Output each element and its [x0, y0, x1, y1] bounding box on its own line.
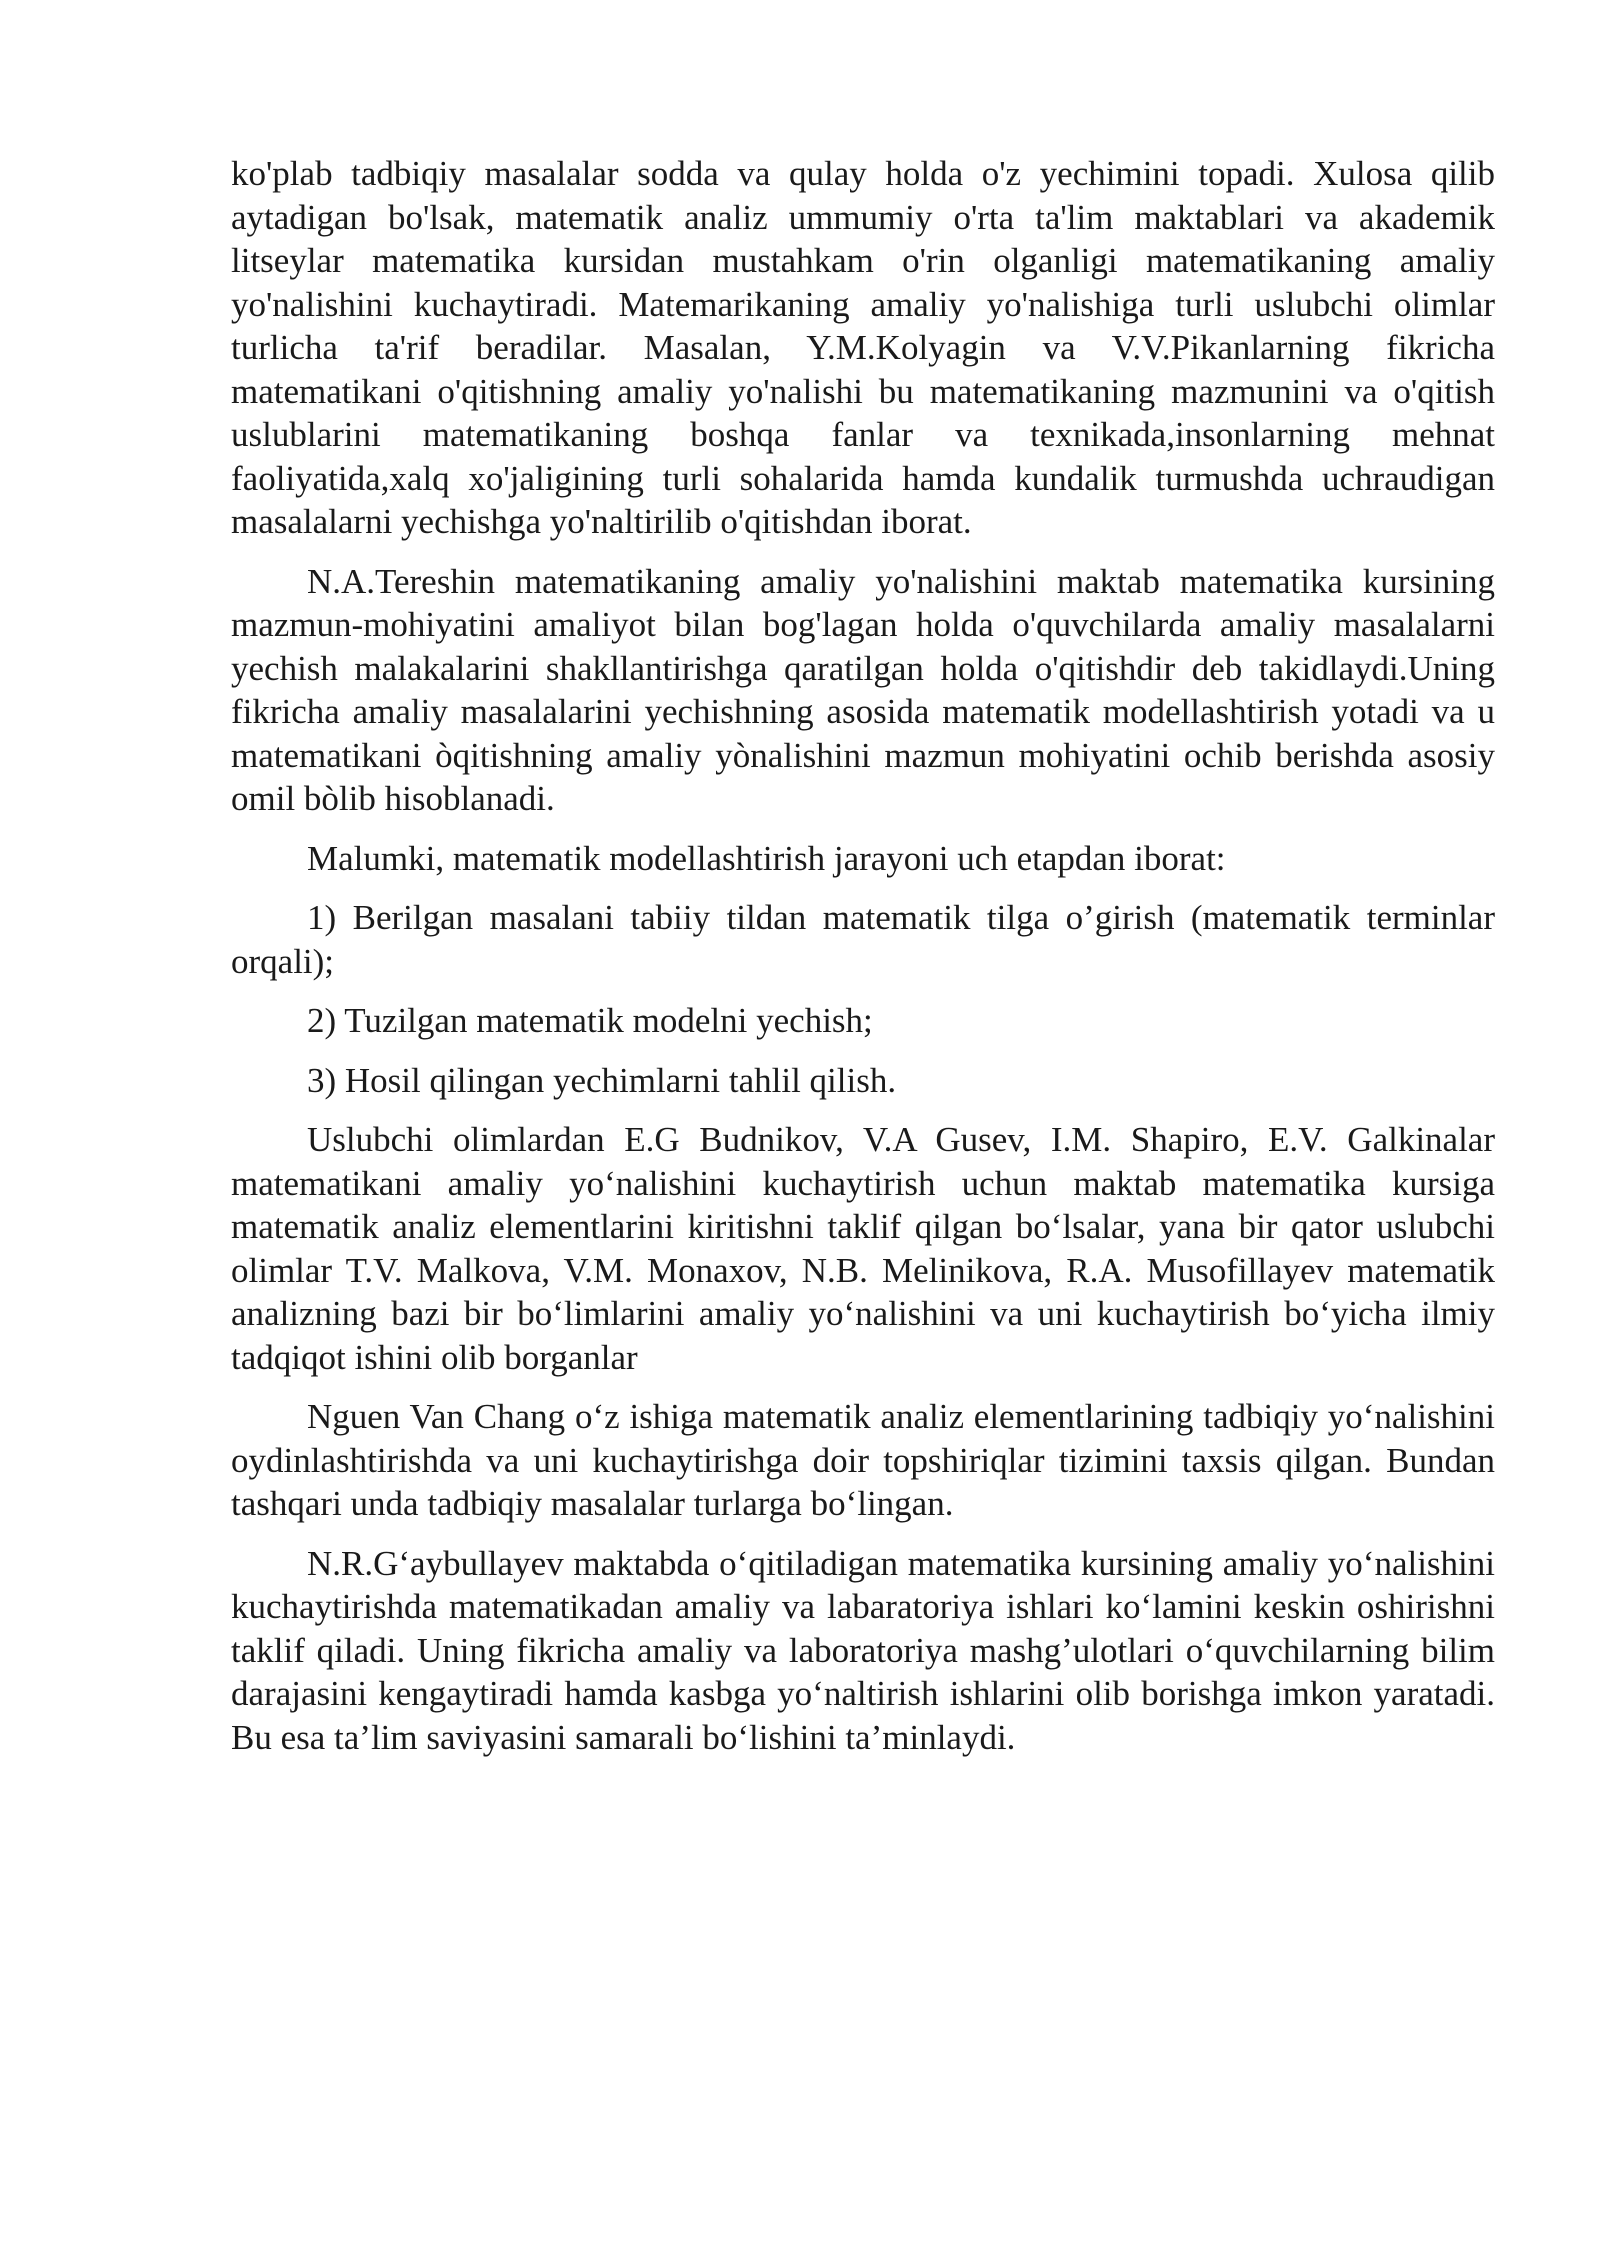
document-body [231, 152, 1495, 1775]
paragraph-2: N.A.Tereshin matematikaning amaliy yo'nalishini maktab matematika kursining mazmun-mohiyatini amaliyot bilan bog'lagan holda o'quvchilarda amaliy masalalarni yechish malakalarini shakllantirishga qaratilgan holda o'qitishdir deb takidlaydi.Uning fikricha amaliy masalalarini yechishning asosida matematik modellashtirish yotadi va u matematikani òqitishning amaliy yònalishini mazmun mohiyatini ochib berishda asosiy omil bòlib hisoblanadi. [231, 561, 1495, 818]
paragraph-5: Nguen Van Chang o‘z ishiga matematik analiz elementlarining tadbiqiy yo‘nalishini oydinlashtirishda va uni kuchaytirishga doir topshiriqlar tizimini taxsis qilgan. Bundan tashqari unda tadbiqiy masalalar turlarga bo‘lingan. [231, 1397, 1495, 1523]
paragraph-1: ko'plab tadbiqiy masalalar sodda va qulay holda o'z yechimini topadi. Xulosa qilib aytadigan bo'lsak, matematik analiz ummumiy o'rta ta'lim maktablari va akademik litseylar matematika kursidan mustahkam o'rin olganligi matematikaning amaliy yo'nalishini kuchaytiradi. Matemarikaning amaliy yo'nalishiga turli uslubchi olimlar turlicha ta'rif beradilar. Masalan, Y.M.Kolyagin va V.V.Pikanlarning fikricha matematikani o'qitishning amaliy yo'nalishi bu matematikaning mazmunini va o'qitish uslublarini matematikaning boshqa fanlar va texnikada,insonlarning mehnat faoliyatida,xalq xo'jaligining turli sohalarida hamda kundalik turmushda uchraudigan masalalarni yechishga yo'naltirilib o'qitishdan iborat. [231, 154, 1495, 541]
paragraph-6: N.R.G‘aybullayev maktabda o‘qitiladigan matematika kursining amaliy yo‘nalishini kuchaytirishda matematikadan amaliy va labaratoriya ishlari ko‘lamini keskin oshirishni taklif qiladi. Uning fikricha amaliy va laboratoriya mashg’ulotlari o‘quvchilarning bilim darajasini kengaytiradi hamda kasbga yo‘naltirish ishlarini olib borishga imkon yaratadi. Bu esa ta’lim saviyasini samarali bo‘lishini ta’minlaydi. [231, 1543, 1495, 1757]
paragraph-4: Uslubchi olimlardan E.G Budnikov, V.A Gusev, I.M. Shapiro, E.V. Galkinalar matematikani amaliy yo‘nalishini kuchaytirish uchun maktab matematika kursiga matematik analiz elementlarini kiritishni taklif qilgan bo‘lsalar, yana bir qator uslubchi olimlar T.V. Malkova, V.M. Monaxov, N.B. Melinikova, R.A. Musofillayev matematik analizning bazi bir bo‘limlarini amaliy yo‘nalishini va uni kuchaytirish bo‘yicha ilmiy tadqiqot ishini olib borganlar [231, 1120, 1495, 1377]
paragraph-3: Malumki, matematik modellashtirish jarayoni uch etapdan iborat: [307, 838, 1226, 878]
list-item-1: 1) Berilgan masalani tabiiy tildan matematik tilga o’girish (matematik terminlar orqali); [231, 898, 1495, 981]
list-item-2: 2) Tuzilgan matematik modelni yechish; [307, 1001, 873, 1040]
list-item-3: 3) Hosil qilingan yechimlarni tahlil qilish. [307, 1060, 897, 1100]
